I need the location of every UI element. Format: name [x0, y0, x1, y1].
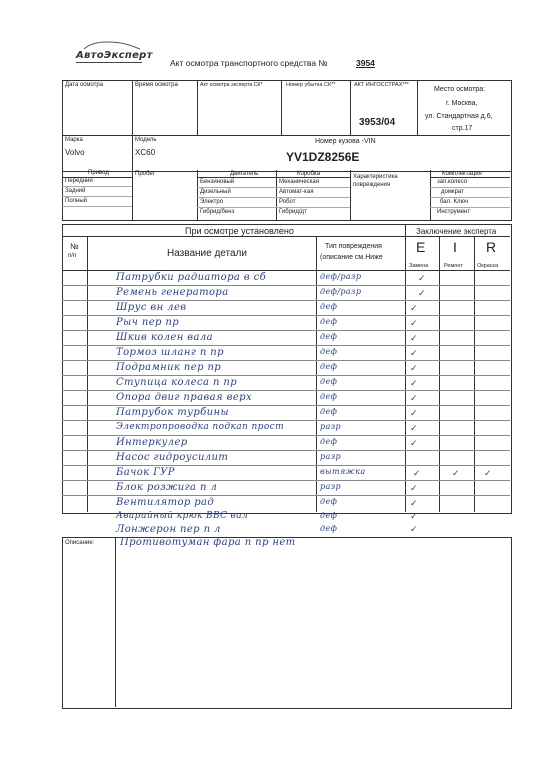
page-title: Акт осмотра транспортного средства №: [170, 58, 328, 68]
row-damage: деф: [320, 347, 338, 356]
row-replace-check: ✓: [413, 469, 421, 479]
row-part-name: Шкив колен вала: [116, 332, 213, 343]
car-logo-icon: [82, 40, 142, 50]
row-part-name: Шрус вн лев: [116, 302, 187, 313]
row-replace-check: ✓: [418, 289, 426, 299]
engine-label: Двигатель: [230, 171, 259, 177]
drive-front: Передний: [65, 178, 93, 184]
gearbox-label: Коробка: [297, 171, 321, 177]
description-label: Описание:: [65, 540, 95, 546]
model-label: Модель: [135, 137, 157, 143]
row-replace-check: ✓: [410, 379, 418, 389]
vin-label: Номер кузова -VIN: [315, 138, 376, 145]
row-part-name: Опора двиг правая верх: [116, 392, 252, 403]
established-label: При осмотре установлено: [185, 226, 294, 236]
description-text: Противотуман фара п пр нет: [120, 537, 296, 548]
row-replace-check: ✓: [418, 274, 426, 284]
damage-char-label-2: повреждения: [353, 182, 391, 188]
row-part-name: Интеркулер: [116, 437, 188, 448]
vin-value: YV1DZ8256E: [286, 150, 360, 164]
row-repair-check: ✓: [452, 469, 460, 479]
row-replace-check: ✓: [410, 499, 418, 509]
row-part-name: Блок розжига п л: [116, 482, 218, 493]
row-part-name: Тормоз шланг п пр: [116, 347, 224, 358]
expert-act-label: Акт осмотра эксперта СК*: [200, 82, 263, 88]
col-i: I: [453, 239, 457, 255]
gearbox-robot: Робот: [279, 199, 296, 205]
row-part-name: Вентилятор рад: [116, 497, 215, 508]
col-replace: Замена: [409, 263, 429, 269]
col-e: E: [416, 239, 426, 255]
row-replace-check: ✓: [410, 364, 418, 374]
row-part-name: Ремень генератора: [116, 287, 229, 298]
col-paint: Окраска: [477, 263, 499, 269]
make-value: Volvo: [65, 148, 85, 157]
row-damage: разр: [320, 482, 341, 491]
row-damage: разр: [320, 422, 341, 431]
row-replace-check: ✓: [410, 409, 418, 419]
row-part-name: Подрамник пер пр: [116, 362, 222, 373]
row-damage: деф: [320, 497, 338, 506]
kit-label: Комплектация: [442, 171, 482, 177]
row-part-name: Электропроводка подкап прост: [116, 422, 285, 432]
row-replace-check: ✓: [410, 394, 418, 404]
gearbox-hybrid: Гибрид/дт: [279, 209, 307, 215]
row-replace-check: ✓: [410, 349, 418, 359]
row-damage: деф: [320, 407, 338, 416]
row-replace-check: ✓: [410, 439, 418, 449]
company-logo: [76, 50, 153, 61]
row-damage: деф: [320, 524, 338, 533]
loss-number-label: Номер убытка СК**: [286, 82, 336, 88]
row-part-name: Бачок ГУР: [116, 467, 175, 478]
damage-char-label-1: Характеристика: [353, 174, 398, 180]
engine-electric: Электро: [200, 199, 224, 205]
row-damage: разр: [320, 452, 341, 461]
model-value: XC60: [135, 148, 156, 157]
kit-spare-wheel: зап.колесо: [437, 179, 468, 185]
drive-full: Полный: [65, 198, 87, 204]
col-damage-type-1: Тип повреждения: [325, 243, 382, 250]
engine-petrol: Бензиновый: [200, 179, 235, 185]
row-damage: деф: [320, 302, 338, 311]
place-line-3: стр.17: [452, 125, 473, 132]
kit-jack: домкрат: [441, 189, 464, 195]
row-replace-check: ✓: [410, 334, 418, 344]
row-replace-check: ✓: [410, 319, 418, 329]
ingosstrakh-act-value: 3953/04: [359, 117, 396, 128]
row-replace-check: ✓: [410, 424, 418, 434]
row-damage: деф: [320, 392, 338, 401]
row-part-name: Насос гидроусилит: [116, 452, 229, 463]
ingosstrakh-act-label: АКТ ИНГОССТРАХ***: [354, 82, 409, 88]
engine-hybrid: Гибрид/бенз: [200, 209, 235, 215]
row-damage: деф/разр: [320, 287, 362, 296]
logo-underline: [76, 62, 142, 63]
place-line-2: ул. Стандартная д.6,: [425, 113, 493, 120]
row-damage: деф: [320, 362, 338, 371]
col-part-name: Название детали: [167, 248, 247, 259]
col-number-1: №: [70, 242, 79, 251]
inspection-time-label: Время осмотра: [135, 82, 178, 88]
col-damage-type-2: (описание см.Ниже: [320, 254, 383, 261]
drive-label: Привод: [88, 170, 109, 176]
logo-text: АвтоЭксперт: [76, 50, 153, 61]
make-label: Марка: [65, 137, 83, 143]
col-number-2: п/п: [68, 253, 77, 259]
row-damage: деф: [320, 437, 338, 446]
gearbox-auto: Автомат-кая: [279, 189, 314, 195]
row-part-name: Ступица колеса п пр: [116, 377, 238, 388]
col-repair: Ремонт: [444, 263, 463, 269]
col-r: R: [486, 239, 497, 255]
row-part-name: Патрубок турбины: [116, 407, 230, 418]
place-label: Место осмотра:: [434, 86, 486, 93]
row-damage: деф: [320, 377, 338, 386]
place-line-1: г. Москва,: [446, 100, 478, 107]
row-damage: вытяжка: [320, 467, 366, 476]
row-replace-check: ✓: [410, 512, 418, 522]
kit-tools: Инструмент: [437, 209, 471, 215]
row-part-name: Рыч пер пр: [116, 317, 180, 328]
document-number: 3954: [356, 58, 375, 68]
row-damage: деф/разр: [320, 272, 362, 281]
description-box: [62, 537, 512, 709]
row-damage: деф: [320, 317, 338, 326]
engine-diesel: Дизельный: [200, 189, 231, 195]
drive-rear: Задний: [65, 188, 86, 194]
gearbox-manual: Механическая: [279, 179, 320, 185]
row-part-name: Лонжерон пер п л: [116, 524, 221, 535]
row-replace-check: ✓: [410, 525, 418, 535]
row-part-name: Патрубки радиатора в сб: [116, 272, 267, 283]
inspection-date-label: Дата осмотра: [65, 82, 104, 88]
conclusion-label: Заключение эксперта: [416, 227, 497, 236]
row-part-name: Аварийный крюк ВВС вал: [116, 511, 249, 521]
row-damage: деф: [320, 511, 338, 520]
row-replace-check: ✓: [410, 304, 418, 314]
mileage-label: Пробег: [135, 171, 155, 177]
row-paint-check: ✓: [484, 469, 492, 479]
row-damage: деф: [320, 332, 338, 341]
kit-wheel-key: бал. Ключ: [440, 199, 468, 205]
row-replace-check: ✓: [410, 484, 418, 494]
